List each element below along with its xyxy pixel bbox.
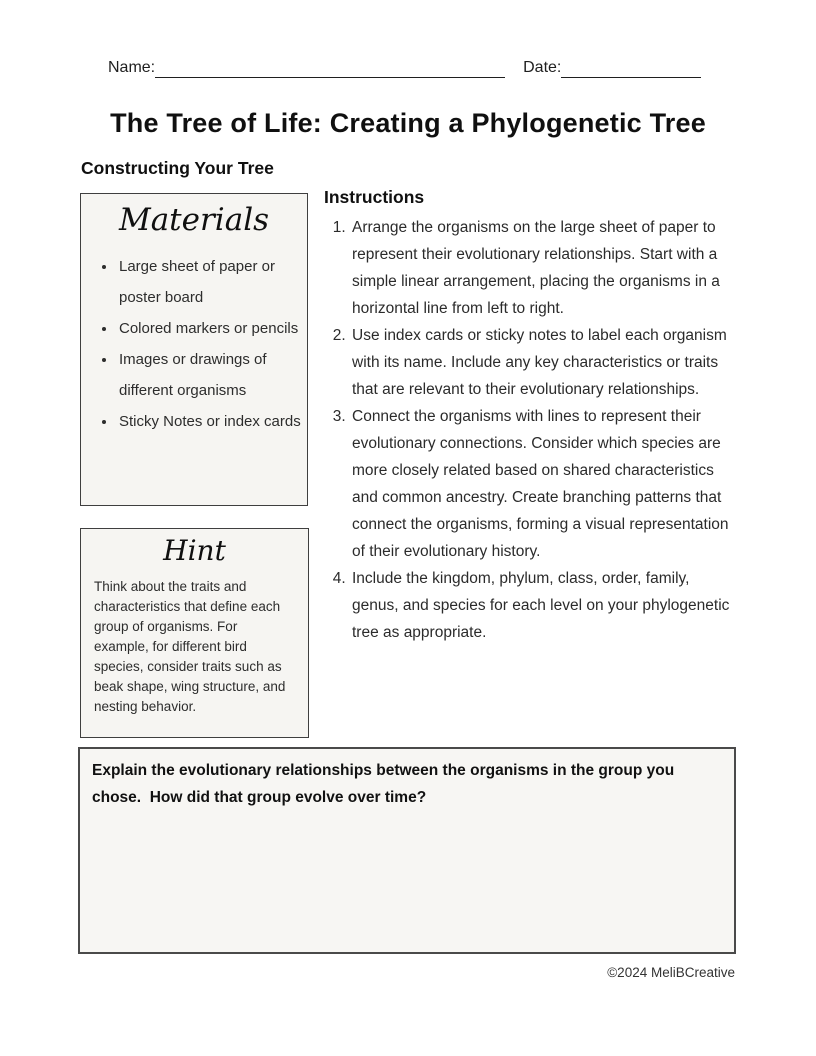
- question-prompt: Explain the evolutionary relationships between the organisms in the group you chose. How did that group evolve over time?: [92, 762, 679, 806]
- instructions-list: [324, 214, 740, 646]
- date-blank-line: [561, 58, 701, 78]
- section-heading: Constructing Your Tree: [81, 158, 274, 178]
- name-date-row: [108, 58, 710, 78]
- name-blank-line: [155, 58, 505, 78]
- materials-list-item: • Large sheet of paper or poster board: [117, 251, 307, 313]
- hint-box-title: Hint: [163, 534, 226, 567]
- instruction-step: 4. Include the kingdom, phylum, class, order, family, genus, and species for each level on your phylogenetic tree as appropriate.: [350, 565, 740, 646]
- materials-box: [80, 193, 308, 506]
- name-label: Name:: [108, 59, 156, 76]
- materials-box-title: Materials: [118, 202, 270, 238]
- instruction-step: 1. Arrange the organisms on the large sheet of paper to represent their evolutionary relationships. Start with a simple linear arrangement, placing the organisms in a horizontal line from left to right.: [350, 214, 740, 322]
- materials-list-item: • Images or drawings of different organisms: [117, 344, 307, 406]
- date-label: Date:: [523, 59, 562, 76]
- question-answer-box: [78, 747, 736, 954]
- hint-box: [80, 528, 309, 738]
- materials-list-item: • Colored markers or pencils: [117, 313, 307, 344]
- page-title: The Tree of Life: Creating a Phylogenetic Tree: [110, 108, 706, 138]
- instruction-step: 3. Connect the organisms with lines to represent their evolutionary connections. Consider which species are more closely related based on shared characteristics and common ancestry. Create branching patterns that connect the organisms, forming a visual representation of their evolutionary history.: [350, 403, 740, 565]
- instructions-heading: Instructions: [324, 187, 425, 207]
- materials-list-item: • Sticky Notes or index cards: [117, 406, 307, 437]
- instruction-step: 2. Use index cards or sticky notes to label each organism with its name. Include any key characteristics or traits that are relevant to their evolutionary relationships.: [350, 322, 740, 403]
- hint-text: Think about the traits and characteristics that define each group of organisms. For example, for different bird species, consider traits such as beak shape, wing structure, and nesting behavior.: [94, 579, 286, 714]
- copyright-footer: ©2024 MeliBCreative: [607, 965, 735, 980]
- materials-list: [81, 251, 307, 437]
